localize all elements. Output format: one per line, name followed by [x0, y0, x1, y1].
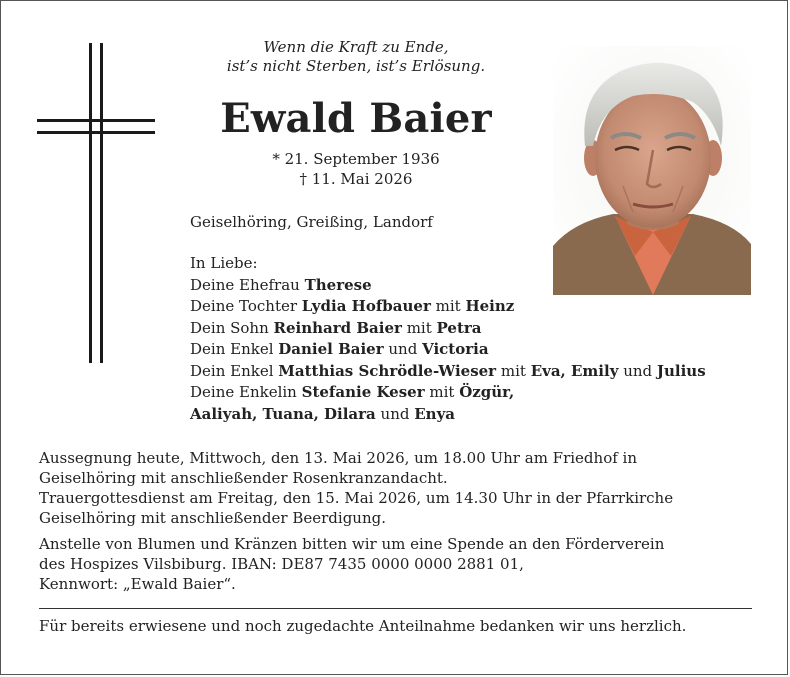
family-relation-text: mit — [424, 383, 460, 401]
family-member-row — [190, 296, 706, 318]
family-member-row — [190, 361, 706, 383]
family-member-row — [190, 382, 706, 404]
hometowns: Geiselhöring, Greißing, Landorf — [190, 213, 433, 231]
family-members — [190, 275, 706, 426]
family-relation-text: Dein Enkel — [190, 340, 279, 358]
family-relation-text: Deine Ehefrau — [190, 275, 305, 294]
family-member-name: Daniel Baier — [278, 340, 384, 358]
family-member-name: Heinz — [465, 297, 515, 315]
family-relation-text: und — [383, 340, 423, 358]
ceremony-info — [39, 448, 759, 594]
motto-line: Wenn die Kraft zu Ende, — [263, 38, 449, 56]
donation-line: Anstelle von Blumen und Kränzen bitten wir um eine Spende an den Förderverein — [39, 535, 665, 553]
family-relation-text: Deine Tochter — [190, 297, 302, 315]
thanks-note: Für bereits erwiesene und noch zugedachte Anteilnahme bedanken wir uns herzlich. — [39, 617, 687, 635]
life-dates — [151, 149, 561, 189]
family-member-name: Özgür, — [459, 383, 515, 401]
family-member-name: Julius — [656, 361, 706, 380]
deceased-name: Ewald Baier — [220, 95, 492, 142]
motto-line: ist’s nicht Sterben, ist’s Erlösung. — [226, 57, 486, 75]
family-member-name: Stefanie Keser — [301, 383, 425, 401]
motto — [151, 38, 561, 76]
family-relation-text: und — [375, 404, 415, 423]
family-relation-text: Deine Enkelin — [190, 383, 302, 401]
family-relation-text: Dein Sohn — [190, 318, 274, 337]
family-member-name: Matthias Schrödle-Wieser — [278, 361, 497, 380]
family-relation-text: und — [618, 361, 657, 380]
family-member-name: Reinhard Baier — [273, 318, 402, 337]
family-member-name: Petra — [436, 318, 482, 337]
family-member-name: Therese — [304, 275, 372, 294]
family-relation-text: mit — [430, 297, 466, 315]
funeral-service-line: Geiselhöring mit anschließender Beerdigung. — [39, 509, 386, 527]
family-member-row — [190, 339, 706, 361]
divider — [39, 608, 752, 609]
family-relation-text: mit — [496, 361, 531, 380]
family-member-name: Lydia Hofbauer — [301, 297, 431, 315]
family-relation-text: mit — [401, 318, 437, 337]
donation-line: Kennwort: „Ewald Baier“. — [39, 575, 236, 593]
family-heading: In Liebe: — [190, 254, 258, 272]
funeral-blessing-line: Aussegnung heute, Mittwoch, den 13. Mai 2026, um 18.00 Uhr am Friedhof in — [39, 449, 638, 467]
family-member-name: Aaliyah, Tuana, Dilara — [190, 404, 376, 423]
death-date: † 11. Mai 2026 — [299, 170, 413, 188]
donation-line: des Hospizes Vilsbiburg. IBAN: DE87 7435 0000 0000 2881 01, — [39, 555, 524, 573]
family-member-row — [190, 404, 706, 426]
family-member-name: Victoria — [422, 340, 489, 358]
birth-date: * 21. September 1936 — [272, 150, 440, 168]
funeral-blessing-line: Geiselhöring mit anschließender Rosenkranzandacht. — [39, 469, 448, 487]
family-relation-text: Dein Enkel — [190, 361, 279, 380]
family-member-name: Enya — [414, 404, 456, 423]
family-member-name: Eva, Emily — [530, 361, 619, 380]
family-list — [190, 253, 706, 425]
family-member-row — [190, 318, 706, 340]
cross-icon — [37, 43, 155, 363]
family-member-row — [190, 275, 706, 297]
funeral-service-line: Trauergottesdienst am Freitag, den 15. Mai 2026, um 14.30 Uhr in der Pfarrkirche — [39, 489, 674, 507]
